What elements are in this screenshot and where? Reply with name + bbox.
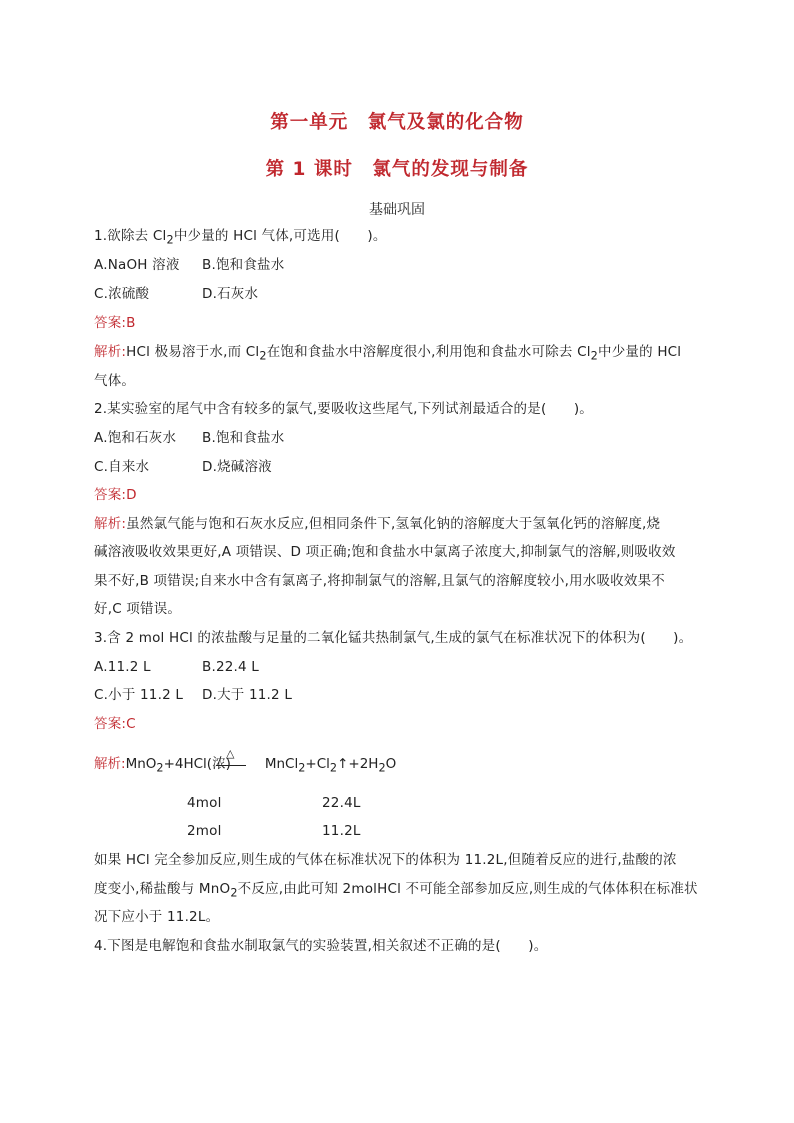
lesson-title: 第 1 课时 氯气的发现与制备 bbox=[265, 159, 529, 180]
question-3-options-ab bbox=[94, 656, 259, 678]
q1-answer: 答案:B bbox=[94, 315, 136, 331]
q3-option-a: A.11.2 L bbox=[94, 659, 151, 675]
q1-option-a: A.NaOH 溶液 bbox=[94, 257, 180, 273]
unit-title: 第一单元 氯气及氯的化合物 bbox=[270, 112, 524, 133]
q2-analysis-line-3: 果不好,B 项错误;自来水中含有氯离子,将抑制氯气的溶解,且氯气的溶解度较小,用水吸收效果不 bbox=[94, 573, 665, 589]
q2-option-d: D.烧碱溶液 bbox=[202, 459, 272, 475]
q1-option-b: B.饱和食盐水 bbox=[202, 257, 285, 273]
q2-option-c: C.自来水 bbox=[94, 459, 150, 475]
question-2-options-ab bbox=[94, 427, 284, 449]
q2-option-b: B.饱和食盐水 bbox=[202, 430, 285, 446]
q3-option-b: B.22.4 L bbox=[202, 659, 260, 675]
stoich-row-2-left: 2mol bbox=[187, 823, 222, 839]
q1-analysis-line-1: 解析:HCl 极易溶于水,而 $Cl_2$在饱和食盐水中溶解度很小,利用饱和食盐水可除去 $Cl_2$中少量的 HCl bbox=[94, 344, 682, 363]
q2-analysis-line-4: 好,C 项错误。 bbox=[94, 601, 182, 617]
question-3-stem: 3.含 2 mol HCl 的浓盐酸与足量的二氧化锰共热制氯气,生成的氯气在标准状况下的体积为( )。 bbox=[94, 630, 693, 646]
q3-analysis-line-1: 如果 HCl 完全参加反应,则生成的气体在标准状况下的体积为 11.2L,但随着反应的进行,盐酸的浓 bbox=[94, 852, 677, 868]
question-2-options-cd bbox=[94, 456, 272, 478]
question-1-stem: 1.欲除去 $Cl_2$中少量的 HCl 气体,可选用( )。 bbox=[94, 228, 387, 247]
question-3-options-cd bbox=[94, 684, 292, 706]
section-heading: 基础巩固 bbox=[369, 202, 425, 218]
q1-option-d: D.石灰水 bbox=[202, 286, 259, 302]
question-1-options-ab bbox=[94, 254, 284, 276]
q3-reaction-equation: 解析:MnO$_2$+4HCl(浓) $MnCl_2+Cl_2↑+2H_2O$ bbox=[94, 756, 397, 775]
question-2-stem: 2.某实验室的尾气中含有较多的氯气,要吸收这些尾气,下列试剂最适合的是( )。 bbox=[94, 401, 593, 417]
question-4-stem: 4.下图是电解饱和食盐水制取氯气的实验装置,相关叙述不正确的是( )。 bbox=[94, 938, 548, 954]
q3-analysis-line-3: 况下应小于 11.2L。 bbox=[94, 909, 220, 925]
q2-option-a: A.饱和石灰水 bbox=[94, 430, 177, 446]
q3-analysis-line-2: 度变小,稀盐酸与 MnO$_2$不反应,由此可知 2molHCl 不可能全部参加反应,则生成的气体体积在标准状 bbox=[94, 881, 698, 900]
q2-answer: 答案:D bbox=[94, 487, 137, 503]
stoich-row-1-left: 4mol bbox=[187, 795, 222, 811]
q3-option-d: D.大于 11.2 L bbox=[202, 687, 293, 703]
q3-option-c: C.小于 11.2 L bbox=[94, 687, 184, 703]
stoich-row-1-right: 22.4L bbox=[322, 795, 361, 811]
q2-analysis-line-1: 解析:虽然氯气能与饱和石灰水反应,但相同条件下,氢氧化钠的溶解度大于氢氧化钙的溶解度,烧 bbox=[94, 516, 661, 532]
q1-analysis-line-2: 气体。 bbox=[94, 373, 136, 389]
question-1-options-cd bbox=[94, 283, 258, 305]
q1-option-c: C.浓硫酸 bbox=[94, 286, 150, 302]
stoich-row-2-right: 11.2L bbox=[322, 823, 361, 839]
heating-condition-symbol: △ bbox=[226, 747, 235, 760]
q3-answer: 答案:C bbox=[94, 716, 136, 732]
q2-analysis-line-2: 碱溶液吸收效果更好,A 项错误、D 项正确;饱和食盐水中氯离子浓度大,抑制氯气的溶解,则吸收效 bbox=[94, 544, 676, 560]
